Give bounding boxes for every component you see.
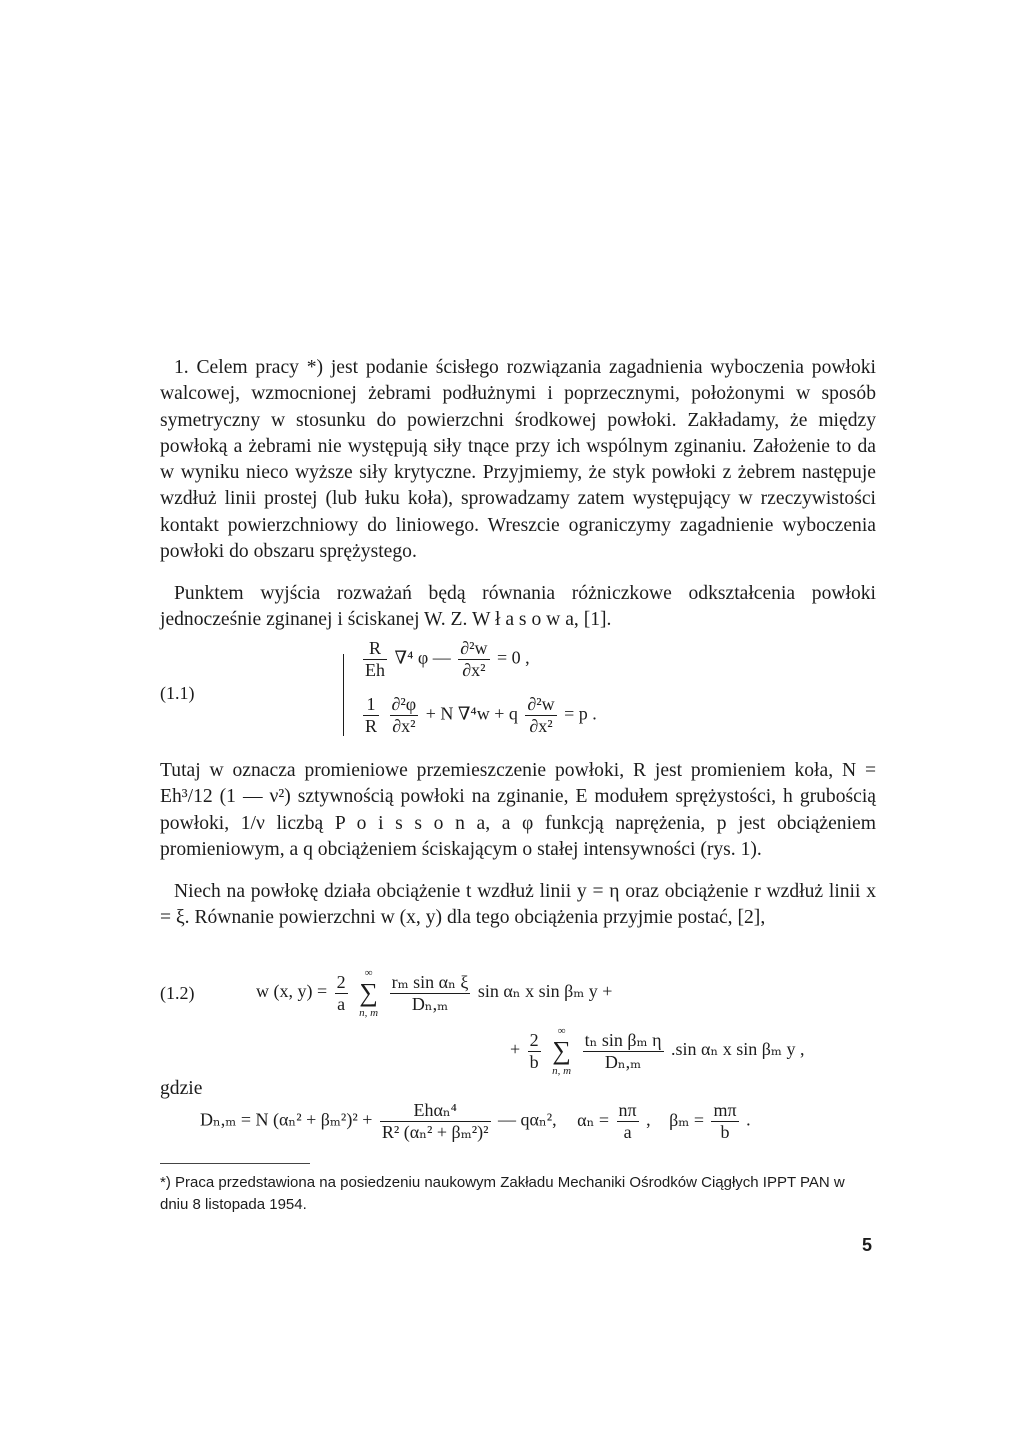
eq2-deriv2-num: ∂²w (527, 694, 555, 714)
eq1-operator: ∇⁴ φ — (394, 647, 451, 668)
equation-1-2-line-2 (510, 1024, 804, 1078)
eq12b-plus: + (510, 1039, 521, 1060)
def-sep: , (646, 1109, 651, 1130)
eq1-frac-num: R (368, 638, 381, 658)
def-lhs: Dₙ,ₘ = N (αₙ² + βₘ²)² + (200, 1109, 373, 1130)
paragraph-intro: 1. Celem pracy *) jest podanie ścisłego rozwiązania zagadnienia wyboczenia powłoki walcowej, wzmocnionej żebrami podłużnymi i poprzecznymi, położonymi w sposób symetryczny w stosunku do powierzchni środkowej powłoki. Zakładamy, że między powłoką a żebrami nie występują siły tnące przy ich wspólnym zginaniu. Założenie to da w wyniku nieco wyższe siły krytyczne. Przyjmiemy, że styk powłoki z żebrem następuje wzdłuż linii prostej (lub łuku koła), sprowadzamy zatem występujący w rzeczywistości kontakt powierzchniowy do liniowego. Wreszcie ograniczymy zagadnienie wyboczenia powłoki do obszaru sprężystego. (160, 357, 876, 563)
eq12b-coef-num: 2 (529, 1029, 539, 1050)
eq12-term-den: Dₙ,ₘ (390, 993, 471, 1015)
equation-brace (343, 654, 352, 736)
paragraph-notation: Tutaj w oznacza promieniowe przemieszczenie powłoki, R jest promieniem koła, N = Eh³/12 (1 — ν²) sztywnością powłoki na zginanie, E modułem sprężystości, h grubością powłoki, 1/ν liczbą P o i s s o n a, a φ funkcją naprężenia, p jest obciążeniem promieniowym, a q obciążeniem ściskającym o stałej intensywności (rys. 1). (160, 760, 876, 860)
eq2-operator: + N ∇⁴w + q (425, 703, 518, 724)
eq12b-coef-den: b (529, 1051, 539, 1072)
equation-definitions (200, 1100, 751, 1143)
eq2-deriv-num: ∂²φ (391, 694, 417, 714)
eq12-coef-num: 2 (336, 971, 346, 992)
sum-symbol-2: ∞ ∑ n, m (552, 1025, 572, 1077)
eq12b-term-den: Dₙ,ₘ (583, 1051, 664, 1073)
eq1-frac-den: Eh (365, 660, 385, 680)
page-number: 5 (862, 1235, 873, 1255)
equation-1-1-line-2 (360, 694, 597, 737)
equation-1-1-line-1 (360, 638, 530, 681)
eq12-term-num: rₘ sin αₙ ξ (391, 971, 469, 992)
def-frac-den: R² (αₙ² + βₘ²)² (381, 1122, 489, 1142)
equation-label-1-2: (1.2) (160, 983, 195, 1003)
alpha-lhs: αₙ = (577, 1109, 610, 1130)
eq12b-tail: .sin αₙ x sin βₘ y , (671, 1039, 805, 1060)
eq2-deriv-den: ∂x² (390, 715, 419, 737)
equation-label-1-1: (1.1) (160, 683, 195, 703)
beta-den: b (711, 1121, 738, 1143)
def-frac-num: Ehαₙ⁴ (413, 1100, 457, 1120)
eq12-lhs: w (x, y) = (256, 981, 328, 1002)
eq2-frac-den: R (365, 716, 378, 736)
equation-1-2-line-1 (256, 966, 612, 1020)
def-mid: — qαₙ², (498, 1109, 557, 1130)
alpha-num: nπ (618, 1100, 637, 1120)
eq1-deriv-den: ∂x² (458, 659, 489, 681)
footnote-rule (160, 1163, 310, 1164)
eq12-tail: sin αₙ x sin βₘ y + (477, 981, 613, 1002)
paragraph-gdzie: gdzie (160, 1078, 203, 1099)
paragraph-starting-point: Punktem wyjścia rozważań będą równania różniczkowe odkształcenia powłoki jednocześnie zginanej i ściskanej W. Z. W ł a s o w a, [1]. (160, 583, 876, 631)
beta-lhs: βₘ = (669, 1109, 704, 1130)
eq2-rhs: = p . (564, 703, 597, 724)
paragraph-load: Niech na powłokę działa obciążenie t wzdłuż linii y = η oraz obciążenie r wzdłuż linii x = ξ. Równanie powierzchni w (x, y) dla tego obciążenia przyjmie postać, [2], (160, 881, 876, 929)
alpha-den: a (617, 1121, 639, 1143)
beta-num: mπ (713, 1100, 737, 1120)
eq12-coef-den: a (335, 993, 348, 1015)
sum-symbol: ∞ ∑ n, m (359, 967, 379, 1019)
eq12b-term-num: tₙ sin βₘ η (584, 1029, 662, 1050)
eq1-deriv-num: ∂²w (460, 638, 488, 658)
eq2-deriv2-den: ∂x² (525, 715, 556, 737)
def-end: . (746, 1109, 751, 1130)
eq1-rhs: = 0 , (497, 647, 530, 668)
footnote: *) Praca przedstawiona na posiedzeniu naukowym Zakładu Mechaniki Ośrodków Ciągłych IPPT PAN w dniu 8 listopada 1954. (160, 1174, 845, 1213)
eq2-frac-num: 1 (366, 694, 376, 714)
